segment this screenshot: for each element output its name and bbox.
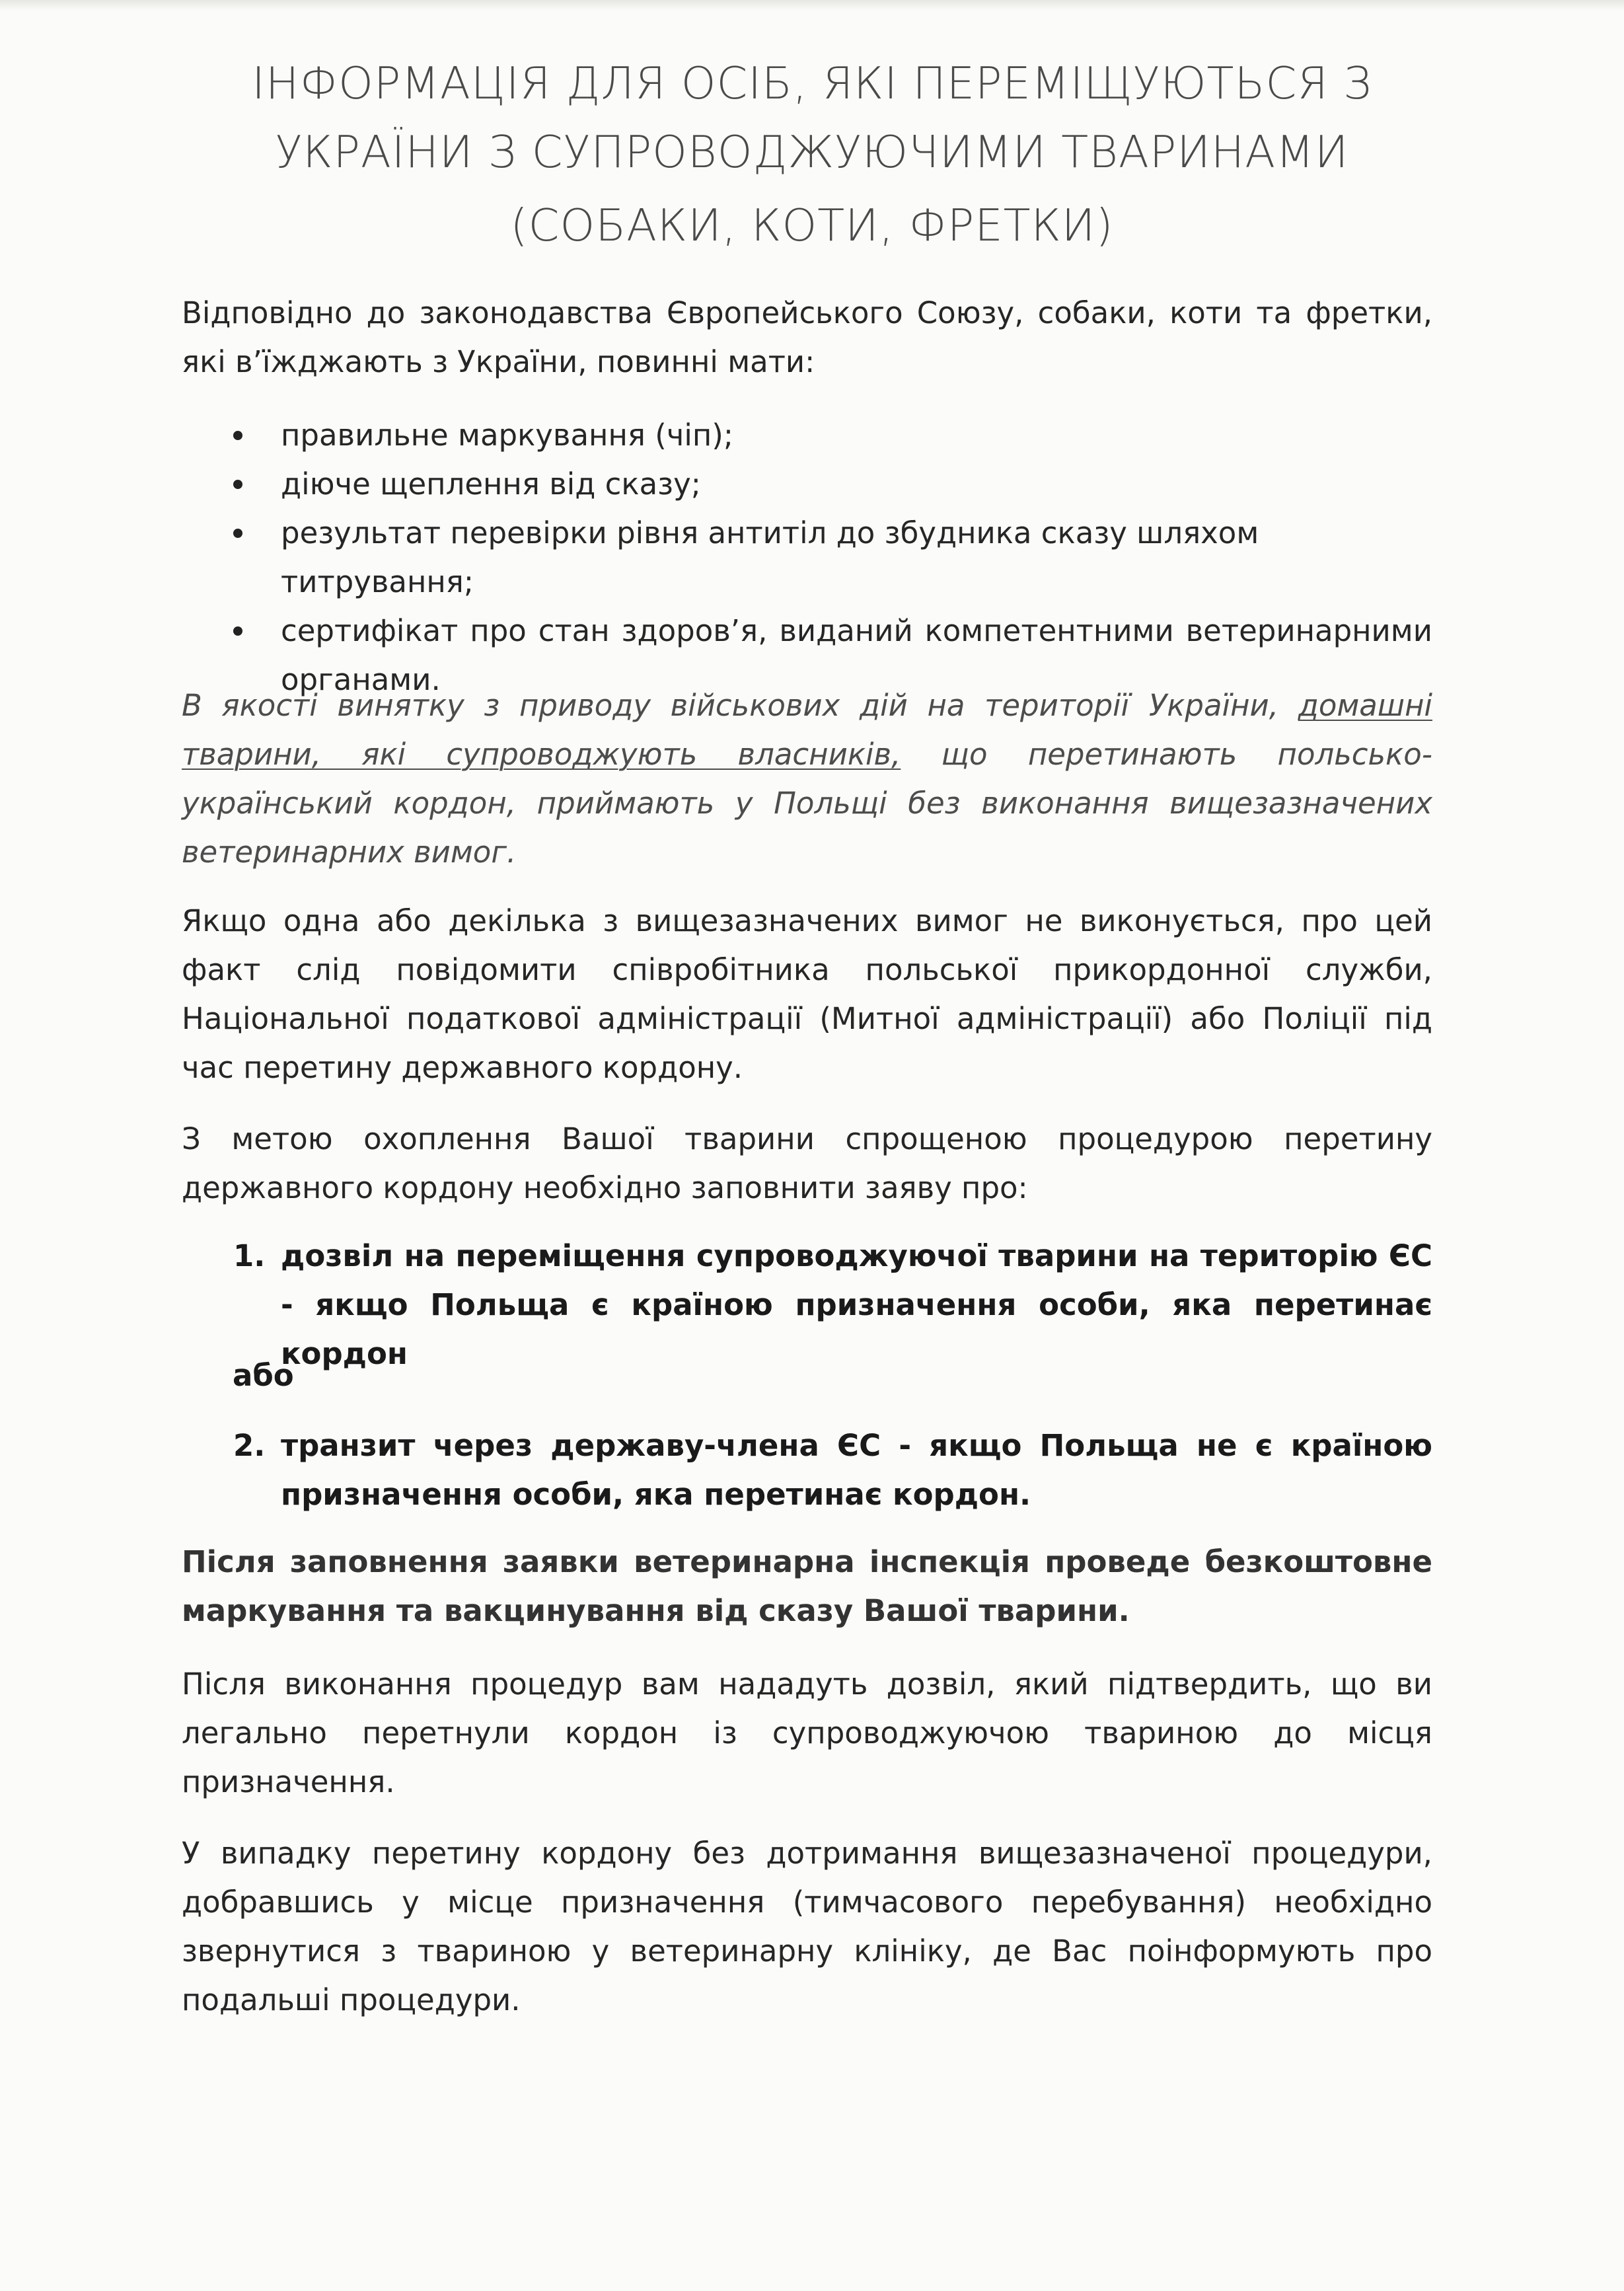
procedure-intro-paragraph: З метою охоплення Вашої тварини спрощеною процедурою перетину державного кордону необхідно заповнити заяву про: xyxy=(182,1121,1432,1205)
exception-text-part-2: що перетинають польсько-український кордон, приймають у Польщі без виконання вищезазначених ветеринарних вимог. xyxy=(182,737,1432,870)
intro-paragraph: Відповідно до законодавства Європейського Союзу, собаки, коти та фретки, які в’їжджають з України, повинні мати: xyxy=(182,295,1432,379)
document-title-line-3: (СОБАКИ, КОТИ, ФРЕТКИ) xyxy=(510,200,1114,251)
application-text: транзит через державу-члена ЄС - якщо Польща не є країною призначення особи, яка перетинає кордон. xyxy=(281,1428,1432,1512)
without-procedure-paragraph: У випадку перетину кордону без дотримання вищезазначеної процедури, добравшись у місце призначення (тимчасового перебування) необхідно звернутися з твариною у ветеринарну клініку, де Вас поінформують про подальші процедури. xyxy=(182,1836,1432,2017)
exception-paragraph xyxy=(182,681,1432,877)
requirement-item-vaccination xyxy=(182,460,1432,509)
document-title-line-1: ІНФОРМАЦІЯ ДЛЯ ОСІБ, ЯКІ ПЕРЕМІЩУЮТЬСЯ З xyxy=(252,57,1372,109)
bullet-icon xyxy=(233,626,242,636)
application-text: дозвіл на переміщення супроводжуючої тварини на територію ЄС - якщо Польща є країною призначення особи, яка перетинає кордон xyxy=(281,1238,1432,1371)
application-item-2 xyxy=(182,1421,1432,1519)
requirements-list xyxy=(182,411,1432,704)
notify-paragraph: Якщо одна або декілька з вищезазначених вимог не виконується, про цей факт слід повідомити співробітника польської прикордонної служби, Національної податкової адміністрації (Митної адміністрації) або Поліції під час перетину державного кордону. xyxy=(182,903,1432,1085)
document-title-line-2: УКРАЇНИ З СУПРОВОДЖУЮЧИМИ ТВАРИНАМИ xyxy=(275,126,1349,178)
after-procedures-paragraph: Після виконання процедур вам нададуть дозвіл, який підтвердить, що ви легально перетнули кордон із супроводжуючою твариною до місця призначення. xyxy=(182,1667,1432,1799)
exception-underlined-text: домашні тварини, які супроводжують власників, xyxy=(182,688,1432,772)
requirement-text: правильне маркування (чіп); xyxy=(281,418,734,453)
exception-text-part-1: В якості винятку з приводу військових дій на території України, xyxy=(182,688,1298,723)
list-number: 1. xyxy=(233,1238,266,1273)
bullet-icon xyxy=(233,480,242,489)
application-item-1 xyxy=(182,1232,1432,1378)
requirement-text: результат перевірки рівня антитіл до збудника сказу шляхом титрування; xyxy=(281,515,1259,599)
requirement-text: сертифікат про стан здоров’я, виданий компетентними ветеринарними органами. xyxy=(281,613,1432,697)
or-separator: або xyxy=(233,1358,294,1393)
after-application-paragraph: Після заповнення заявки ветеринарна інспекція проведе безкоштовне маркування та вакцинування від сказу Вашої тварини. xyxy=(182,1544,1432,1628)
list-number: 2. xyxy=(233,1428,266,1463)
requirement-text: діюче щеплення від сказу; xyxy=(281,467,701,502)
bullet-icon xyxy=(233,529,242,538)
requirement-item-antibody-test xyxy=(182,509,1432,607)
bullet-icon xyxy=(233,431,242,440)
requirement-item-chip xyxy=(182,411,1432,460)
